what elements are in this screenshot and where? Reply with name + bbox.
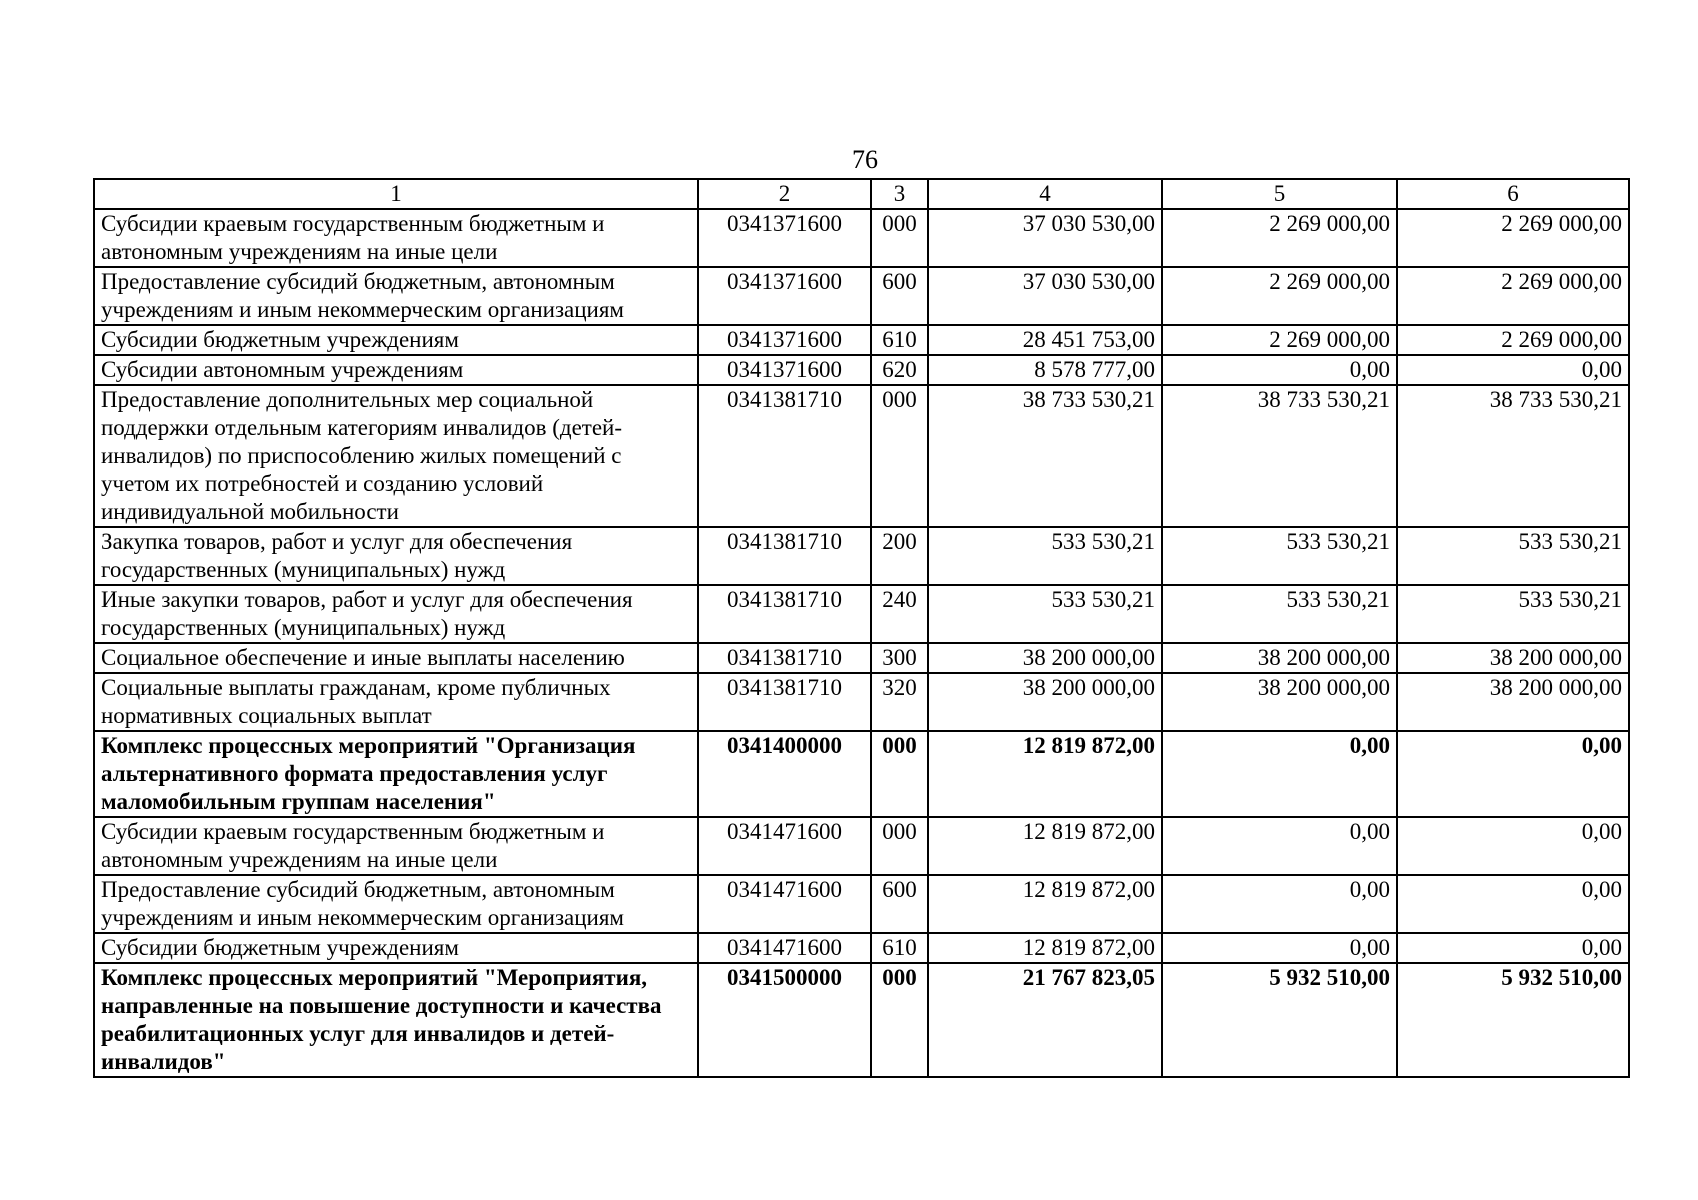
amount-col-4-cell: 12 819 872,00 bbox=[928, 875, 1162, 933]
expense-type-cell: 000 bbox=[871, 963, 928, 1077]
amount-col-6-cell: 2 269 000,00 bbox=[1397, 325, 1629, 355]
target-code-cell: 0341471600 bbox=[698, 875, 871, 933]
amount-col-6-cell: 0,00 bbox=[1397, 731, 1629, 817]
amount-col-6-cell: 38 733 530,21 bbox=[1397, 385, 1629, 527]
item-name-cell: Иные закупки товаров, работ и услуг для обеспечения государственных (муниципальных) нужд bbox=[94, 585, 698, 643]
amount-col-5-cell: 2 269 000,00 bbox=[1162, 209, 1397, 267]
table-row bbox=[94, 963, 1629, 1077]
item-name-cell: Социальные выплаты гражданам, кроме публичных нормативных социальных выплат bbox=[94, 673, 698, 731]
expense-type-cell: 620 bbox=[871, 355, 928, 385]
amount-col-4-cell: 533 530,21 bbox=[928, 585, 1162, 643]
amount-col-4-cell: 37 030 530,00 bbox=[928, 209, 1162, 267]
item-name-cell: Предоставление субсидий бюджетным, автономным учреждениям и иным некоммерческим организациям bbox=[94, 875, 698, 933]
amount-col-5-cell: 2 269 000,00 bbox=[1162, 267, 1397, 325]
amount-col-4-cell: 38 200 000,00 bbox=[928, 673, 1162, 731]
amount-col-4-cell: 533 530,21 bbox=[928, 527, 1162, 585]
item-name-cell: Комплекс процессных мероприятий "Организация альтернативного формата предоставления услуг маломобильным группам населения" bbox=[94, 731, 698, 817]
amount-col-6-cell: 2 269 000,00 bbox=[1397, 209, 1629, 267]
table-row bbox=[94, 643, 1629, 673]
item-name-cell: Субсидии бюджетным учреждениям bbox=[94, 933, 698, 963]
amount-col-6-cell: 0,00 bbox=[1397, 355, 1629, 385]
table-row bbox=[94, 731, 1629, 817]
item-name-cell: Комплекс процессных мероприятий "Мероприятия, направленные на повышение доступности и качества реабилитационных услуг для инвалидов и детей-инвалидов" bbox=[94, 963, 698, 1077]
amount-col-6-cell: 2 269 000,00 bbox=[1397, 267, 1629, 325]
amount-col-5-cell: 5 932 510,00 bbox=[1162, 963, 1397, 1077]
amount-col-5-cell: 38 733 530,21 bbox=[1162, 385, 1397, 527]
expense-type-cell: 600 bbox=[871, 267, 928, 325]
expense-type-cell: 610 bbox=[871, 933, 928, 963]
expense-type-cell: 200 bbox=[871, 527, 928, 585]
amount-col-5-cell: 0,00 bbox=[1162, 875, 1397, 933]
amount-col-4-cell: 38 733 530,21 bbox=[928, 385, 1162, 527]
amount-col-4-cell: 28 451 753,00 bbox=[928, 325, 1162, 355]
amount-col-6-cell: 38 200 000,00 bbox=[1397, 643, 1629, 673]
target-code-cell: 0341371600 bbox=[698, 267, 871, 325]
column-header: 2 bbox=[698, 179, 871, 209]
table-row bbox=[94, 527, 1629, 585]
amount-col-6-cell: 38 200 000,00 bbox=[1397, 673, 1629, 731]
amount-col-5-cell: 0,00 bbox=[1162, 731, 1397, 817]
expense-type-cell: 000 bbox=[871, 731, 928, 817]
table-row bbox=[94, 209, 1629, 267]
column-header: 5 bbox=[1162, 179, 1397, 209]
page-number: 76 bbox=[852, 145, 878, 174]
amount-col-4-cell: 21 767 823,05 bbox=[928, 963, 1162, 1077]
amount-col-4-cell: 8 578 777,00 bbox=[928, 355, 1162, 385]
expense-type-cell: 300 bbox=[871, 643, 928, 673]
budget-table bbox=[93, 178, 1630, 1078]
amount-col-5-cell: 38 200 000,00 bbox=[1162, 643, 1397, 673]
amount-col-5-cell: 0,00 bbox=[1162, 817, 1397, 875]
item-name-cell: Субсидии бюджетным учреждениям bbox=[94, 325, 698, 355]
item-name-cell: Субсидии краевым государственным бюджетным и автономным учреждениям на иные цели bbox=[94, 209, 698, 267]
column-header: 4 bbox=[928, 179, 1162, 209]
target-code-cell: 0341371600 bbox=[698, 355, 871, 385]
expense-type-cell: 000 bbox=[871, 385, 928, 527]
amount-col-4-cell: 37 030 530,00 bbox=[928, 267, 1162, 325]
amount-col-4-cell: 12 819 872,00 bbox=[928, 817, 1162, 875]
amount-col-5-cell: 533 530,21 bbox=[1162, 527, 1397, 585]
expense-type-cell: 600 bbox=[871, 875, 928, 933]
expense-type-cell: 320 bbox=[871, 673, 928, 731]
amount-col-4-cell: 12 819 872,00 bbox=[928, 731, 1162, 817]
amount-col-6-cell: 533 530,21 bbox=[1397, 585, 1629, 643]
table-row bbox=[94, 673, 1629, 731]
header-row bbox=[94, 179, 1629, 209]
amount-col-4-cell: 12 819 872,00 bbox=[928, 933, 1162, 963]
target-code-cell: 0341371600 bbox=[698, 325, 871, 355]
table-row bbox=[94, 385, 1629, 527]
target-code-cell: 0341381710 bbox=[698, 527, 871, 585]
target-code-cell: 0341371600 bbox=[698, 209, 871, 267]
target-code-cell: 0341400000 bbox=[698, 731, 871, 817]
column-header: 6 bbox=[1397, 179, 1629, 209]
amount-col-5-cell: 0,00 bbox=[1162, 933, 1397, 963]
item-name-cell: Социальное обеспечение и иные выплаты населению bbox=[94, 643, 698, 673]
amount-col-4-cell: 38 200 000,00 bbox=[928, 643, 1162, 673]
target-code-cell: 0341381710 bbox=[698, 585, 871, 643]
table-row bbox=[94, 325, 1629, 355]
column-header: 3 bbox=[871, 179, 928, 209]
item-name-cell: Предоставление дополнительных мер социальной поддержки отдельным категориям инвалидов (детей-инвалидов) по приспособлению жилых помещений с учетом их потребностей и созданию условий индивидуальной мобильности bbox=[94, 385, 698, 527]
amount-col-5-cell: 533 530,21 bbox=[1162, 585, 1397, 643]
amount-col-6-cell: 5 932 510,00 bbox=[1397, 963, 1629, 1077]
item-name-cell: Субсидии автономным учреждениям bbox=[94, 355, 698, 385]
table-row bbox=[94, 355, 1629, 385]
table-body bbox=[94, 209, 1629, 1077]
amount-col-6-cell: 0,00 bbox=[1397, 933, 1629, 963]
amount-col-5-cell: 38 200 000,00 bbox=[1162, 673, 1397, 731]
expense-type-cell: 610 bbox=[871, 325, 928, 355]
item-name-cell: Субсидии краевым государственным бюджетным и автономным учреждениям на иные цели bbox=[94, 817, 698, 875]
column-header: 1 bbox=[94, 179, 698, 209]
item-name-cell: Закупка товаров, работ и услуг для обеспечения государственных (муниципальных) нужд bbox=[94, 527, 698, 585]
expense-type-cell: 000 bbox=[871, 817, 928, 875]
amount-col-6-cell: 533 530,21 bbox=[1397, 527, 1629, 585]
target-code-cell: 0341500000 bbox=[698, 963, 871, 1077]
table-row bbox=[94, 933, 1629, 963]
expense-type-cell: 240 bbox=[871, 585, 928, 643]
target-code-cell: 0341381710 bbox=[698, 643, 871, 673]
amount-col-5-cell: 0,00 bbox=[1162, 355, 1397, 385]
table-row bbox=[94, 817, 1629, 875]
table-row bbox=[94, 585, 1629, 643]
amount-col-6-cell: 0,00 bbox=[1397, 875, 1629, 933]
table-row bbox=[94, 875, 1629, 933]
table-row bbox=[94, 267, 1629, 325]
target-code-cell: 0341471600 bbox=[698, 933, 871, 963]
amount-col-5-cell: 2 269 000,00 bbox=[1162, 325, 1397, 355]
target-code-cell: 0341381710 bbox=[698, 673, 871, 731]
target-code-cell: 0341471600 bbox=[698, 817, 871, 875]
expense-type-cell: 000 bbox=[871, 209, 928, 267]
target-code-cell: 0341381710 bbox=[698, 385, 871, 527]
amount-col-6-cell: 0,00 bbox=[1397, 817, 1629, 875]
item-name-cell: Предоставление субсидий бюджетным, автономным учреждениям и иным некоммерческим организациям bbox=[94, 267, 698, 325]
